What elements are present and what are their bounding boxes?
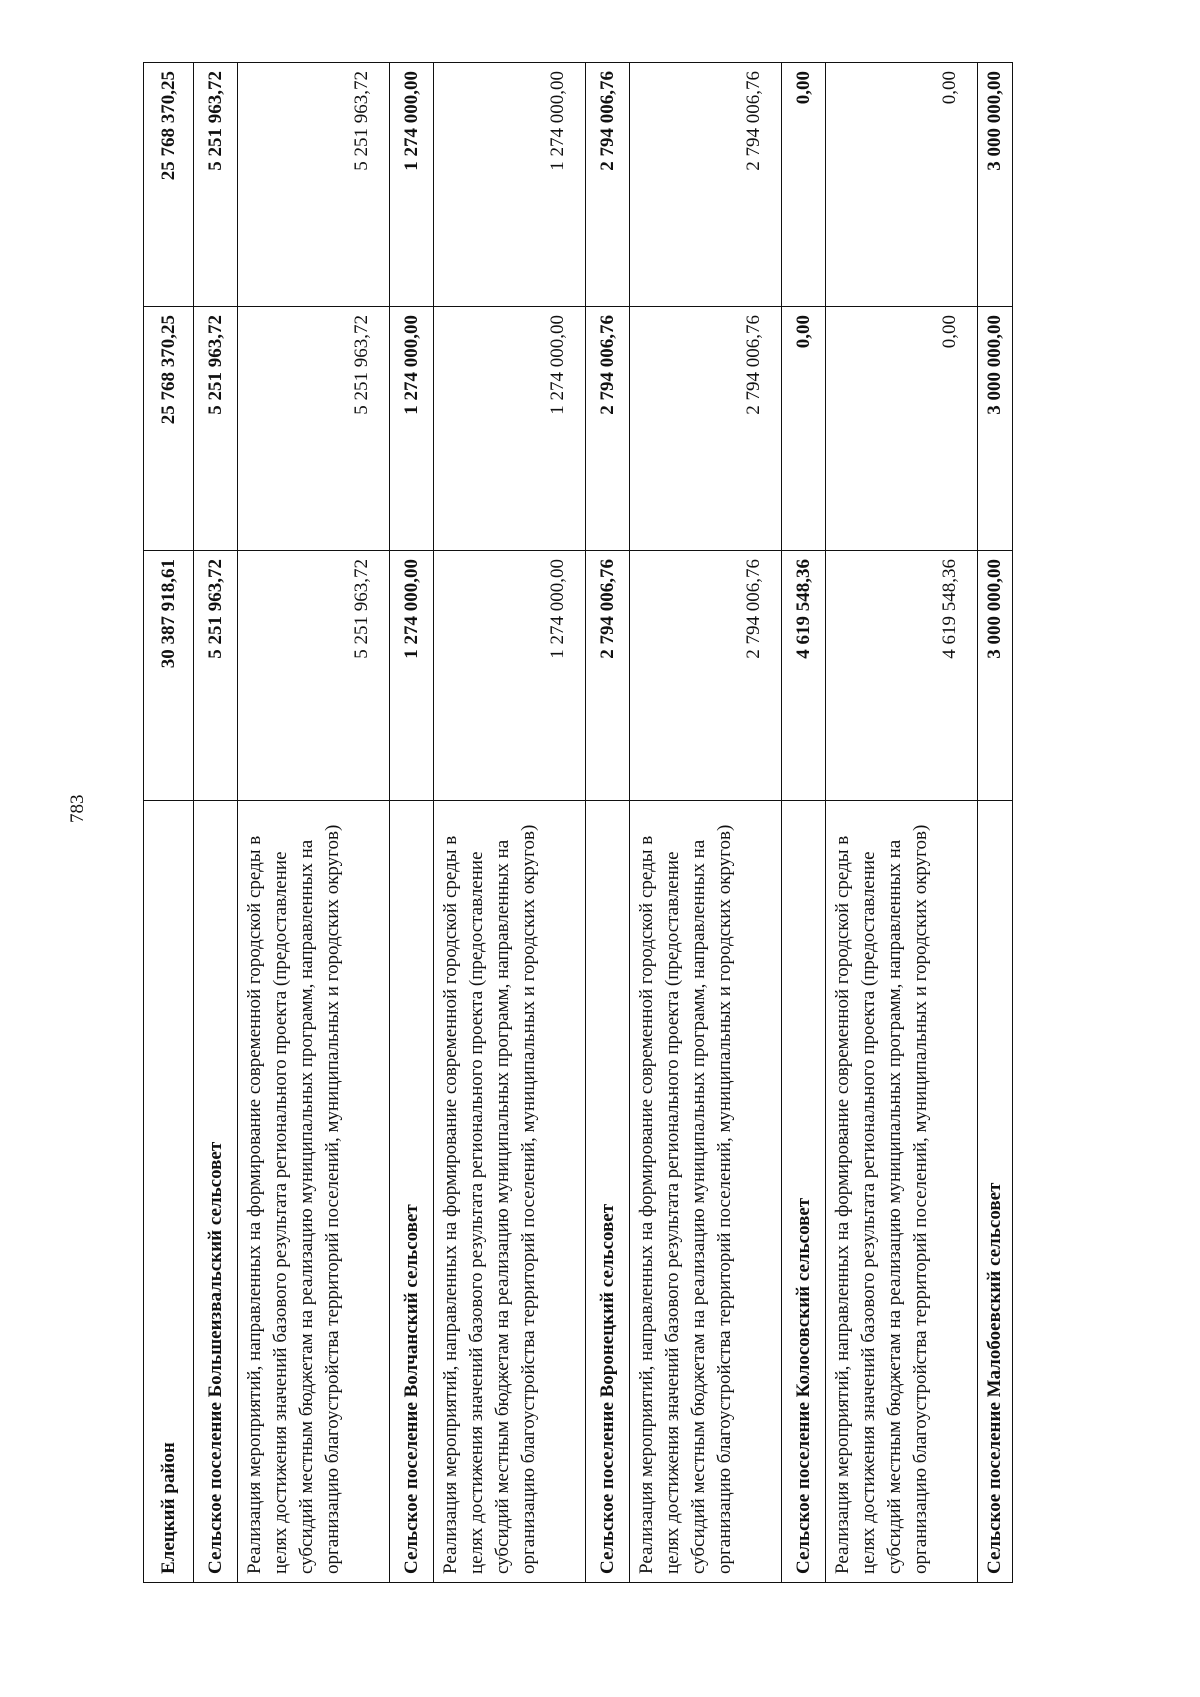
amount-cell: 0,00 (826, 63, 978, 307)
row-name: Сельское поселение Большеизвальский сельсовет (194, 801, 238, 1583)
amount-cell: 2 794 006,76 (630, 307, 782, 551)
amount-cell: 5 251 963,72 (238, 63, 390, 307)
table-row-settlement (586, 63, 630, 1583)
amount-cell: 1 274 000,00 (390, 551, 434, 801)
amount-cell: 5 251 963,72 (194, 307, 238, 551)
table-row-measure (434, 63, 586, 1583)
table-row-measure (238, 63, 390, 1583)
amount-cell: 2 794 006,76 (630, 551, 782, 801)
row-name: Сельское поселение Воронецкий сельсовет (586, 801, 630, 1583)
amount-cell: 0,00 (782, 307, 826, 551)
table-row-district (144, 63, 194, 1583)
row-name: Реализация мероприятий, направленных на формирование современной городской среды в целях достижения значений базового результата регионального проекта (предоставление субсидий местным бюджетам на реализацию муниципальных программ, направленных на организацию благоустройства территорий поселений, муниципальных и городских округов) (238, 801, 390, 1583)
amount-cell: 0,00 (782, 63, 826, 307)
amount-cell: 5 251 963,72 (194, 551, 238, 801)
amount-cell: 2 794 006,76 (586, 551, 630, 801)
row-name: Сельское поселение Малобоевский сельсовет (978, 801, 1013, 1583)
amount-cell: 3 000 000,00 (978, 307, 1013, 551)
amount-cell: 2 794 006,76 (630, 63, 782, 307)
table-row-settlement (194, 63, 238, 1583)
amount-cell: 4 619 548,36 (782, 551, 826, 801)
amount-cell: 3 000 000,00 (978, 63, 1013, 307)
amount-cell: 2 794 006,76 (586, 307, 630, 551)
amount-cell: 30 387 918,61 (144, 551, 194, 801)
amount-cell: 5 251 963,72 (194, 63, 238, 307)
page-number: 783 (67, 794, 88, 823)
row-name: Сельское поселение Колосовский сельсовет (782, 801, 826, 1583)
table-row-measure (826, 63, 978, 1583)
amount-cell: 1 274 000,00 (434, 63, 586, 307)
amount-cell: 1 274 000,00 (434, 551, 586, 801)
row-name: Реализация мероприятий, направленных на формирование современной городской среды в целях достижения значений базового результата регионального проекта (предоставление субсидий местным бюджетам на реализацию муниципальных программ, направленных на организацию благоустройства территорий поселений, муниципальных и городских округов) (630, 801, 782, 1583)
row-name: Реализация мероприятий, направленных на формирование современной городской среды в целях достижения значений базового результата регионального проекта (предоставление субсидий местным бюджетам на реализацию муниципальных программ, направленных на организацию благоустройства территорий поселений, муниципальных и городских округов) (826, 801, 978, 1583)
amount-cell: 1 274 000,00 (390, 63, 434, 307)
amount-cell: 0,00 (826, 307, 978, 551)
amount-cell: 5 251 963,72 (238, 307, 390, 551)
row-name: Сельское поселение Волчанский сельсовет (390, 801, 434, 1583)
amount-cell: 5 251 963,72 (238, 551, 390, 801)
amount-cell: 1 274 000,00 (434, 307, 586, 551)
amount-cell: 3 000 000,00 (978, 551, 1013, 801)
table-row-measure (630, 63, 782, 1583)
amount-cell: 2 794 006,76 (586, 63, 630, 307)
amount-cell: 25 768 370,25 (144, 63, 194, 307)
row-name: Реализация мероприятий, направленных на формирование современной городской среды в целях достижения значений базового результата регионального проекта (предоставление субсидий местным бюджетам на реализацию муниципальных программ, направленных на организацию благоустройства территорий поселений, муниципальных и городских округов) (434, 801, 586, 1583)
amount-cell: 25 768 370,25 (144, 307, 194, 551)
amount-cell: 1 274 000,00 (390, 307, 434, 551)
table-row-settlement (978, 63, 1013, 1583)
row-name: Елецкий район (144, 801, 194, 1583)
budget-table (143, 62, 1013, 1583)
table-row-settlement (390, 63, 434, 1583)
table-row-settlement (782, 63, 826, 1583)
rotated-page-content (143, 63, 1005, 1583)
amount-cell: 4 619 548,36 (826, 551, 978, 801)
